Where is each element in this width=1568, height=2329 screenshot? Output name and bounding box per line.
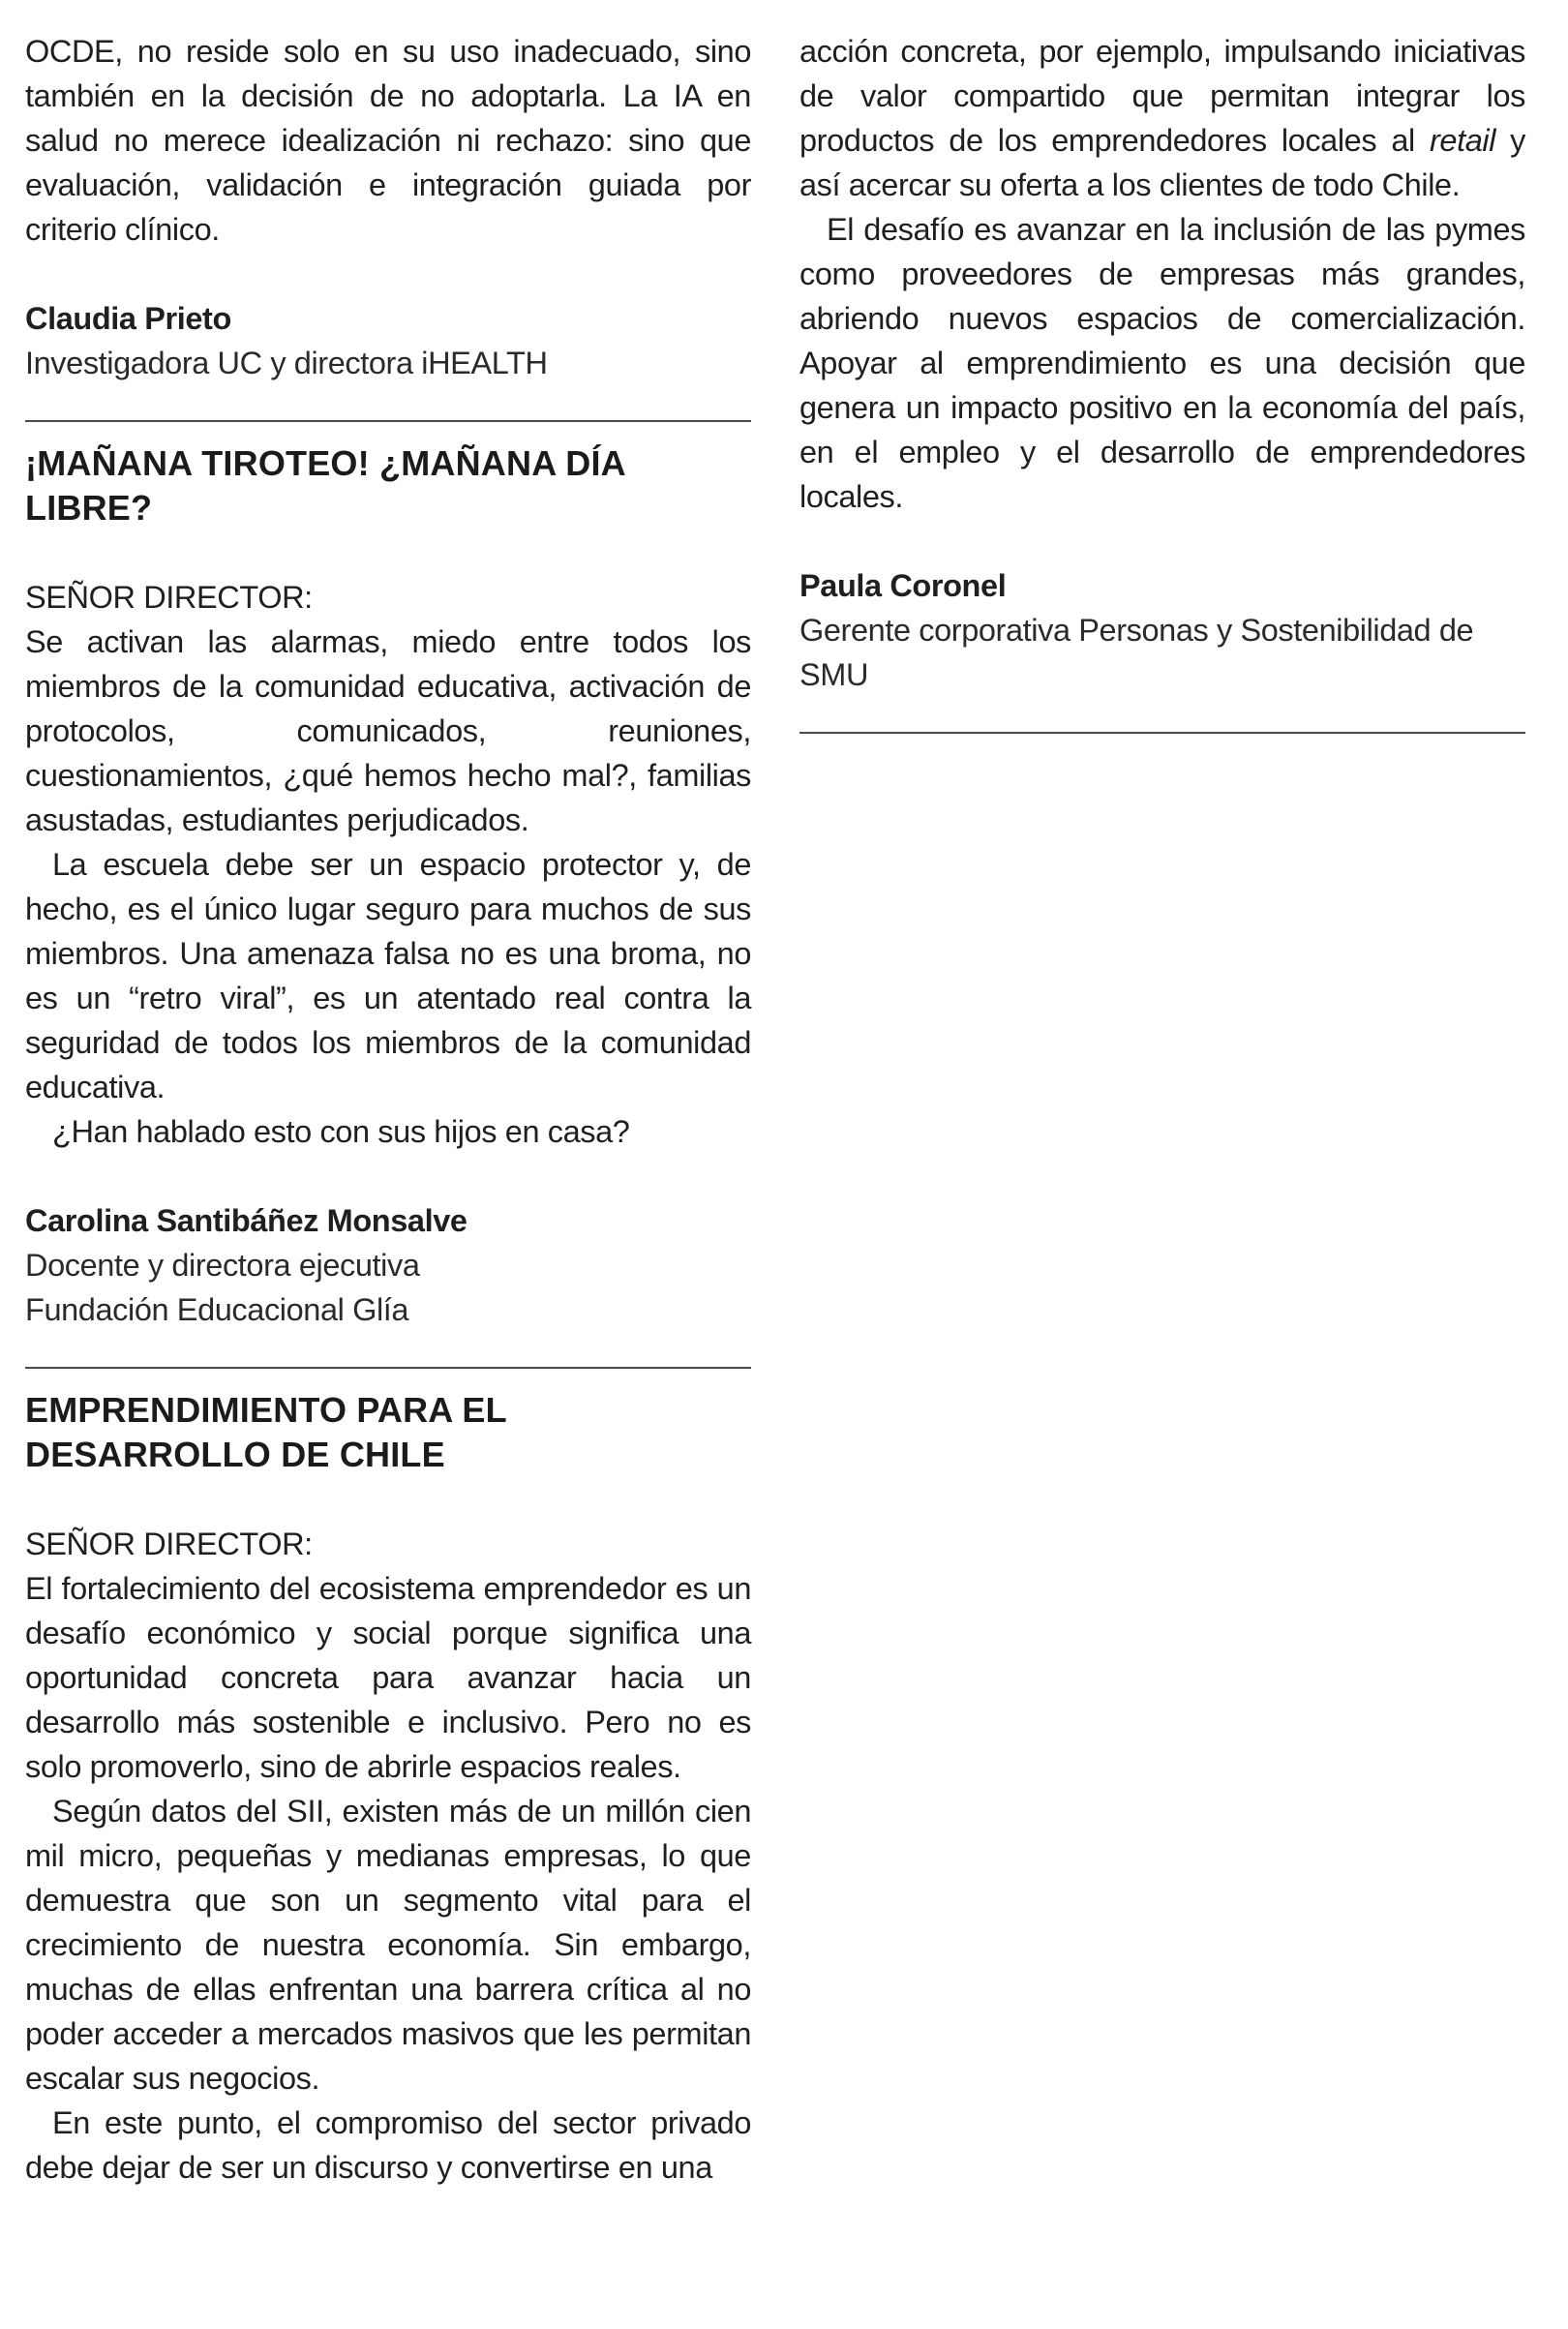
letter-3-paragraph-3: En este punto, el compromiso del sector privado debe dejar de ser un discurso y convertirse en una <box>25 2105 751 2185</box>
continuation-text-a: acción concreta, por ejemplo, impulsando iniciativas de valor compartido que permitan integrar los productos de los emprendedores locales al <box>799 34 1525 158</box>
letter-3-paragraph-1: El fortalecimiento del ecosistema emprendedor es un desafío económico y social porque significa una oportunidad concreta para avanzar hacia un desarrollo más sostenible e inclusivo. Pero no es solo promoverlo, sino de abrirle espacios reales. <box>25 1571 751 1784</box>
signature-name-claudia-prieto: Claudia Prieto <box>25 301 231 336</box>
left-column <box>25 29 751 2190</box>
signature-role-claudia-prieto: Investigadora UC y directora iHEALTH <box>25 346 548 380</box>
intro-paragraph: OCDE, no reside solo en su uso inadecuado, sino también en la decisión de no adoptarla. La IA en salud no merece idealización ni rechazo: sino que evaluación, validación e integración guiada por criterio clínico. <box>25 34 751 247</box>
letter-2-paragraph-3: ¿Han hablado esto con sus hijos en casa? <box>52 1114 630 1149</box>
letter-3-continuation <box>799 29 1525 207</box>
letter-title-tiroteo: ¡MAÑANA TIROTEO! ¿MAÑANA DÍA LIBRE? <box>25 443 625 528</box>
letter-2-paragraph-2: La escuela debe ser un espacio protector y, de hecho, es el único lugar seguro para muchos de sus miembros. Una amenaza falsa no es una broma, no es un “retro viral”, es un atentado real contra la seguridad de todos los miembros de la comunidad educativa. <box>25 847 751 1104</box>
signature-role-line-2: Fundación Educacional Glía <box>25 1292 409 1327</box>
right-column <box>799 29 1525 734</box>
letter-title-emprendimiento: EMPRENDIMIENTO PARA EL DESARROLLO DE CHILE <box>25 1390 507 1474</box>
continuation-text-b: y así acercar su oferta a los clientes de todo Chile. <box>799 123 1526 202</box>
section-divider <box>799 732 1525 734</box>
letter-3-paragraph-5: El desafío es avanzar en la inclusión de las pymes como proveedores de empresas más grandes, abriendo nuevos espacios de comercialización. Apoyar al emprendimiento es una decisión que genera un impacto positivo en la economía del país, en el empleo y el desarrollo de emprendedores locales. <box>799 212 1525 514</box>
salutation-letter-2: SEÑOR DIRECTOR: <box>25 580 313 615</box>
signature-role-line-1: Docente y directora ejecutiva <box>25 1248 420 1283</box>
signature-name-paula-coronel: Paula Coronel <box>799 568 1007 603</box>
continuation-italic-retail: retail <box>1429 123 1496 158</box>
letter-3-paragraph-2: Según datos del SII, existen más de un millón cien mil micro, pequeñas y medianas empresas, lo que demuestra que son un segmento vital para el crecimiento de nuestra economía. Sin embargo, muchas de ellas enfrentan una barrera crítica al no poder acceder a mercados masivos que les permitan escalar sus negocios. <box>25 1794 751 2096</box>
salutation-letter-3: SEÑOR DIRECTOR: <box>25 1527 313 1561</box>
letter-2-paragraph-1: Se activan las alarmas, miedo entre todos los miembros de la comunidad educativa, activación de protocolos, comunicados, reuniones, cuestionamientos, ¿qué hemos hecho mal?, familias asustadas, estudiantes perjudicados. <box>25 624 751 837</box>
signature-role-paula-coronel: Gerente corporativa Personas y Sostenibilidad de SMU <box>799 613 1474 692</box>
signature-name-carolina-santibanez: Carolina Santibáñez Monsalve <box>25 1203 467 1238</box>
